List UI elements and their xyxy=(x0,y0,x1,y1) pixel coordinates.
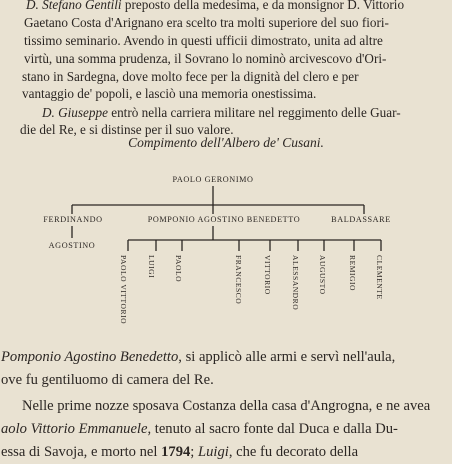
tree-child-augusto: AUGUSTO xyxy=(318,255,327,295)
bottom-line-1: Pomponio Agostino Benedetto, si applicò alle armi e servì nell'aula, xyxy=(1,349,396,365)
tree-child-paolo: PAOLO xyxy=(174,255,183,283)
text-line-2: Gaetano Costa d'Arignano era scelto tra molti superiore del suo fiori- xyxy=(24,15,389,30)
tree-gen1-pomponio: POMPONIO AGOSTINO BENEDETTO xyxy=(147,215,301,224)
text-line-3: tissimo seminario. Avendo in questi ufficii dimostrato, unita ad altre xyxy=(24,33,383,48)
section-title: Compimento dell'Albero de' Cusani. xyxy=(128,135,324,150)
text-line-4: virtù, una somma prudenza, il Sovrano lo nominò arcivescovo d'Ori- xyxy=(24,51,387,66)
tree-gen1-ferdinando: FERDINANDO xyxy=(43,215,103,224)
tree-child-luigi: LUIGI xyxy=(147,255,156,279)
text-line-8: die del Re, e si distinse per il suo valore. xyxy=(20,122,234,137)
text-line-5: stano in Sardegna, dove molto fece per la dignità del clero e per xyxy=(22,69,359,84)
text-line-7: D. Giuseppe entrò nella carriera militare nel reggimento delle Guar- xyxy=(42,105,401,120)
bottom-line-3: Nelle prime nozze sposava Costanza della casa d'Angrogna, e ne avea xyxy=(22,398,431,414)
bottom-line-2: ove fu gentiluomo di camera del Re. xyxy=(1,372,214,388)
tree-root: PAOLO GERONIMO xyxy=(172,175,254,184)
bottom-line-5: essa di Savoja, e morto nel 1794; Luigi, che fu decorato della xyxy=(1,444,359,460)
tree-child-vittorio: VITTORIO xyxy=(263,255,272,295)
tree-child-alessandro: ALESSANDRO xyxy=(291,255,300,311)
text-line-1: D. Stefano Gentili preposto della medesima, e da monsignor D. Vittorio xyxy=(26,0,405,12)
tree-gen1-baldassare: BALDASSARE xyxy=(331,215,391,224)
tree-child-clemente: CLEMENTE xyxy=(375,255,384,300)
bottom-line-4: aolo Vittorio Emmanuele, tenuto al sacro fonte dal Duca e dalla Du- xyxy=(1,421,398,437)
text-line-6: vantaggio de' popoli, e lasciò una memoria onestissima. xyxy=(22,86,317,101)
tree-child-paolo-vittorio: PAOLO VITTORIO xyxy=(119,255,128,325)
tree-child-francesco: FRANCESCO xyxy=(234,255,243,305)
tree-child-remigio: REMIGIO xyxy=(348,255,357,291)
tree-agostino: AGOSTINO xyxy=(48,241,96,250)
